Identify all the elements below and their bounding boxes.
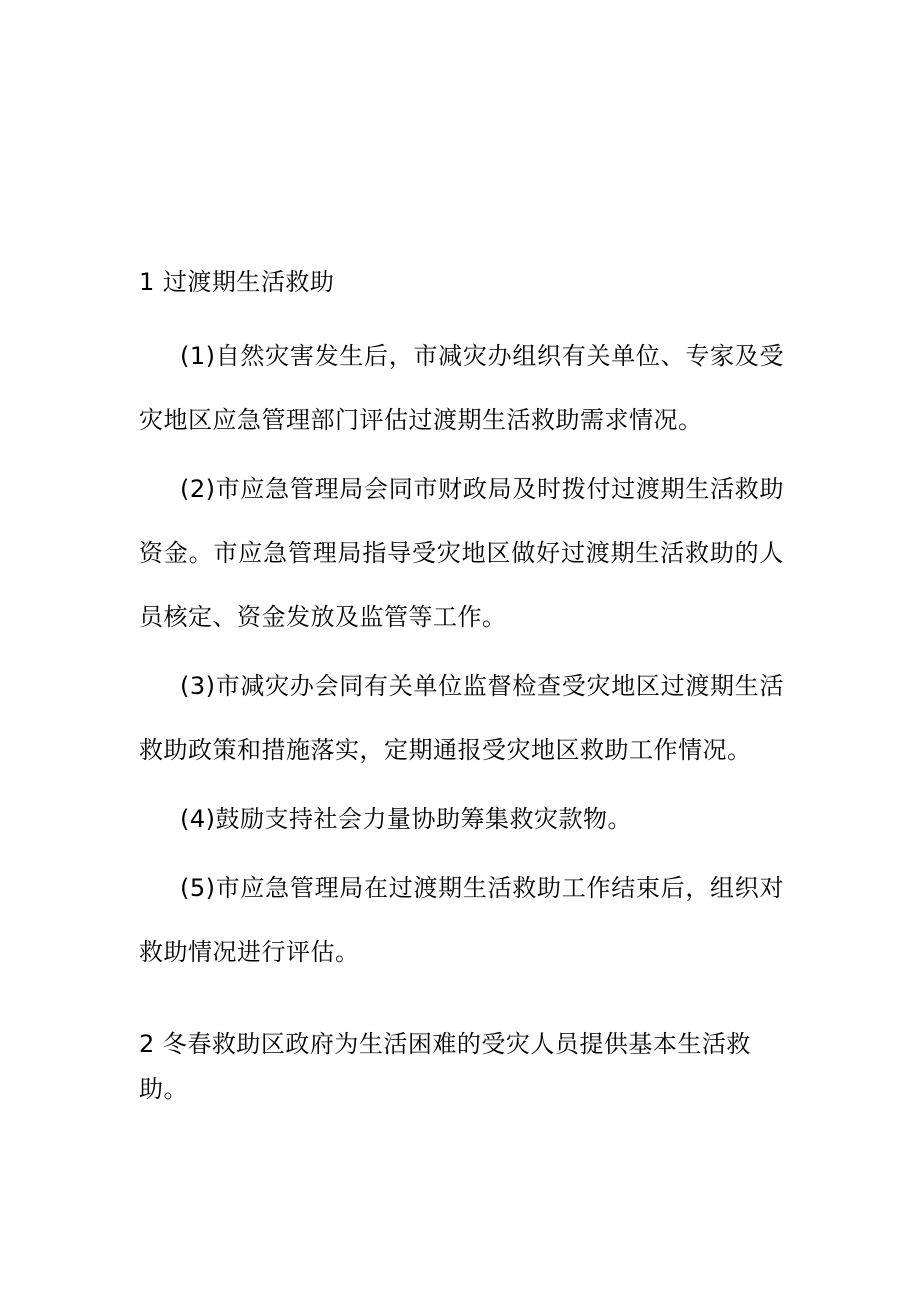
section-1-heading: 1 过渡期生活救助 bbox=[139, 268, 335, 296]
paragraph-4: (4)鼓励支持社会力量协助筹集救灾款物。 bbox=[180, 805, 632, 833]
paragraph-2: (2)市应急管理局会同市财政局及时拨付过渡期生活救助资金。市应急管理局指导受灾地区做好过渡期生活救助的人员核定、资金发放及监管等工作。 bbox=[139, 475, 784, 631]
section-2-heading: 2 冬春救助区政府为生活困难的受灾人员提供基本生活救助。 bbox=[139, 1030, 751, 1103]
paragraph-5: (5)市应急管理局在过渡期生活救助工作结束后，组织对救助情况进行评估。 bbox=[139, 874, 784, 966]
paragraph-3: (3)市减灾办会同有关单位监督检查受灾地区过渡期生活救助政策和措施落实，定期通报受灾地区救助工作情况。 bbox=[139, 672, 784, 764]
paragraph-1: (1)自然灾害发生后，市减灾办组织有关单位、专家及受灾地区应急管理部门评估过渡期生活救助需求情况。 bbox=[139, 342, 784, 434]
document-body bbox=[139, 258, 784, 1112]
